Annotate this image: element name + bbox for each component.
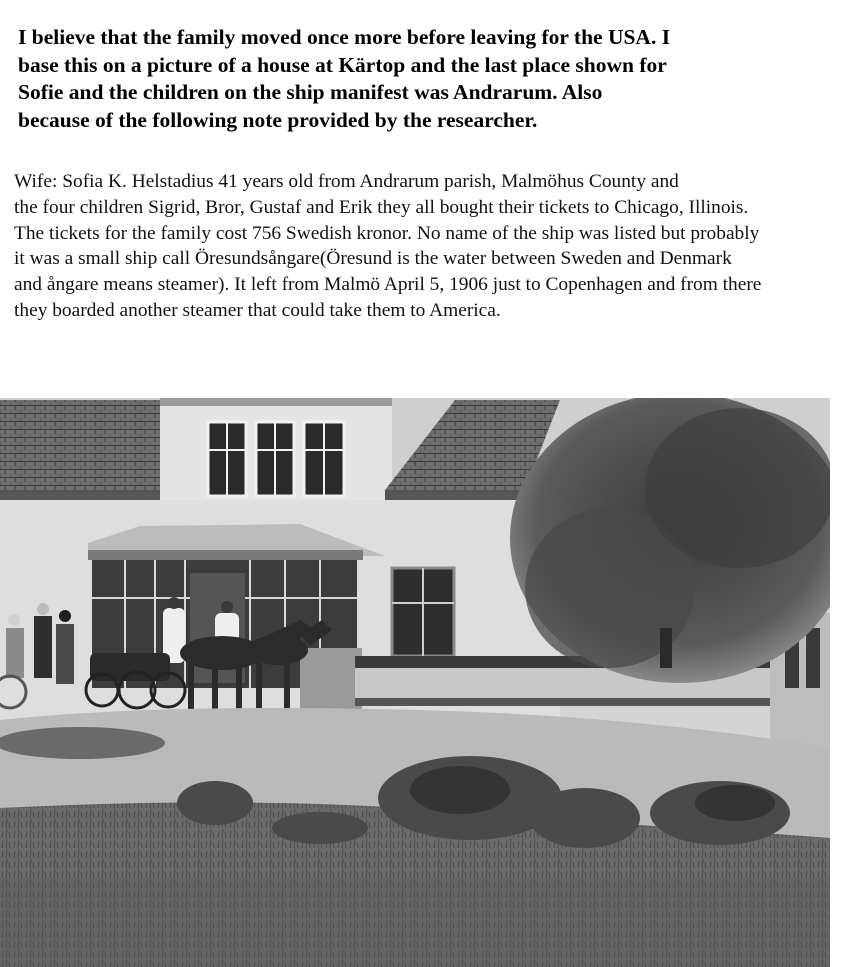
note-line-1: Wife: Sofia K. Helstadius 41 years old from Andrarum parish, Malmöhus County and xyxy=(14,171,679,192)
note-line-6: they boarded another steamer that could take them to America. xyxy=(14,299,501,321)
researcher-note xyxy=(14,169,840,324)
note-line-4: it was a small ship call Öresundsångare(Öresund is the water between Sweden and Denmark xyxy=(14,248,732,270)
intro-line-2: base this on a picture of a house at Kärtop and the last place shown for xyxy=(18,52,667,77)
house-photograph xyxy=(0,398,830,967)
intro-line-4: because of the following note provided by the researcher. xyxy=(18,107,538,132)
note-line-2: the four children Sigrid, Bror, Gustaf and Erik they all bought their tickets to Chicago, Illinois. xyxy=(14,196,749,218)
intro-paragraph xyxy=(18,24,808,134)
house-photo-illustration xyxy=(0,398,830,967)
intro-line-3: Sofie and the children on the ship manifest was Andrarum. Also xyxy=(18,80,603,104)
note-line-3: The tickets for the family cost 756 Swedish kronor. No name of the ship was listed but probably xyxy=(14,222,760,244)
note-line-5: and ångare means steamer). It left from Malmö April 5, 1906 just to Copenhagen and from there xyxy=(14,274,762,296)
intro-line-1: I believe that the family moved once more before leaving for the USA. I xyxy=(18,25,671,49)
